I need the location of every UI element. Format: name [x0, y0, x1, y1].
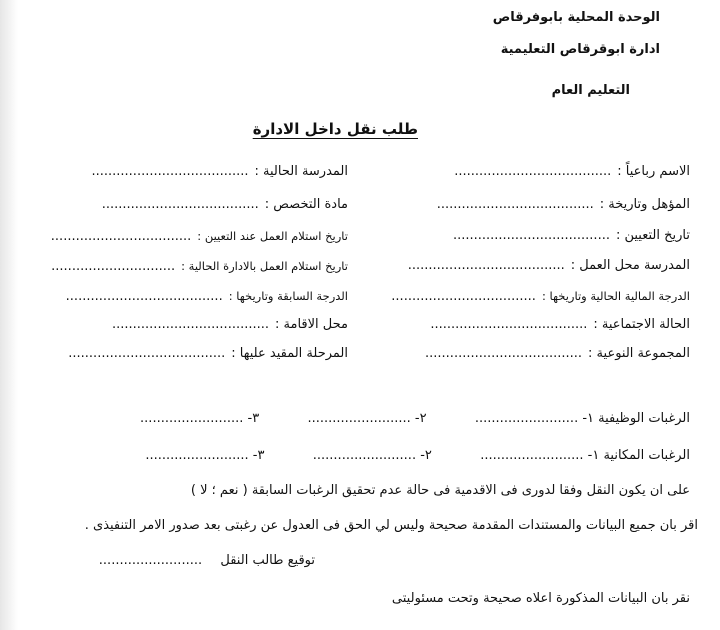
- job-wish-2-field[interactable]: .........................: [307, 411, 411, 426]
- right-field-row: [408, 257, 690, 275]
- right-field-row: [453, 227, 690, 245]
- left-field-input[interactable]: ......................................: [91, 164, 249, 179]
- right-field-label: الدرجة المالية الحالية وتاريخها :: [541, 289, 690, 303]
- job-wish-1-field[interactable]: .........................: [474, 411, 579, 426]
- right-field-row: [425, 345, 690, 363]
- left-field-row: [51, 257, 348, 276]
- left-field-input[interactable]: ......................................: [65, 289, 223, 304]
- right-field-input[interactable]: ......................................: [430, 317, 588, 332]
- place-wish-2-field[interactable]: .........................: [312, 448, 417, 463]
- job-wish-3-field[interactable]: .........................: [140, 411, 244, 426]
- left-field-input[interactable]: ......................................: [68, 346, 226, 361]
- right-field-input[interactable]: ......................................: [425, 346, 583, 361]
- left-field-label: المدرسة الحالية :: [254, 164, 348, 179]
- header-local-unit: الوحدة المحلية بابوفرقاص: [492, 10, 660, 25]
- form-title: طلب نقل داخل الادارة: [252, 120, 418, 138]
- left-field-row: [102, 196, 348, 214]
- left-field-input[interactable]: ......................................: [111, 317, 270, 332]
- right-field-input[interactable]: ......................................: [452, 228, 610, 243]
- place-wish-1-field[interactable]: .........................: [480, 448, 584, 463]
- left-field-row: [112, 316, 348, 334]
- place-wish-3-field[interactable]: .........................: [145, 448, 249, 463]
- left-field-row: [51, 227, 348, 246]
- seniority-statement: على ان يكون النقل وفقا لدورى فى الاقدمية فى حالة عدم تحقيق الرغبات السابقة ( نعم ؛ لا ): [190, 483, 690, 498]
- place-wish-2-number: ٢-: [420, 448, 432, 463]
- right-field-input[interactable]: ...................................: [391, 289, 536, 304]
- left-field-input[interactable]: ..............................: [51, 259, 176, 274]
- left-field-row: [68, 345, 348, 363]
- place-wish-3-number: ٣-: [252, 448, 265, 463]
- signature-field[interactable]: .........................: [98, 553, 203, 568]
- right-field-label: المدرسة محل العمل :: [570, 258, 690, 273]
- left-field-label: محل الاقامة :: [275, 317, 348, 332]
- right-field-label: تاريخ التعيين :: [615, 228, 690, 243]
- right-field-input[interactable]: ......................................: [407, 258, 565, 273]
- signature-row: [99, 552, 315, 570]
- right-field-label: الحالة الاجتماعية :: [593, 317, 690, 332]
- left-field-label: المرحلة المقيد عليها :: [231, 346, 348, 361]
- job-wish-2-number: ٢-: [414, 411, 427, 426]
- right-field-input[interactable]: ......................................: [454, 164, 612, 179]
- right-field-row: [430, 316, 690, 334]
- left-field-row: [66, 287, 348, 306]
- header-general-education: التعليم العام: [551, 83, 630, 98]
- place-wishes-row: [145, 447, 690, 465]
- left-field-label: الدرجة السابقة وتاريخها :: [228, 289, 348, 303]
- confirmation-statement: نقر بان البيانات المذكورة اعلاه صحيحة وتحت مسئوليتى: [391, 591, 690, 606]
- job-wish-3-number: ٣-: [247, 411, 260, 426]
- job-wishes-label: الرغبات الوظيفية ١-: [582, 411, 690, 426]
- left-field-label: مادة التخصص :: [264, 197, 348, 212]
- left-field-input[interactable]: ......................................: [101, 197, 259, 212]
- right-field-input[interactable]: ......................................: [436, 197, 594, 212]
- scan-edge-shadow: [0, 0, 18, 630]
- right-field-row: [391, 287, 690, 306]
- right-field-row: [437, 196, 690, 214]
- signature-label: توقيع طالب النقل: [220, 553, 315, 568]
- right-field-label: المؤهل وتاريخة :: [599, 197, 690, 212]
- job-wishes-row: [140, 410, 690, 428]
- right-field-label: الاسم رباعياً :: [617, 164, 690, 179]
- left-field-input[interactable]: ..................................: [50, 229, 192, 244]
- left-field-row: [91, 163, 348, 181]
- right-field-label: المجموعة النوعية :: [588, 346, 690, 361]
- left-field-label: تاريخ استلام العمل بالادارة الحالية :: [181, 259, 348, 273]
- declaration-statement: اقر بان جميع البيانات والمستندات المقدمة صحيحة وليس لي الحق فى العدول عن رغبتى بعد صدور الامر التنفيذى .: [84, 518, 698, 533]
- header-administration: ادارة ابوقرقاص التعليمية: [500, 42, 660, 57]
- place-wishes-label: الرغبات المكانية ١-: [587, 448, 690, 463]
- left-field-label: تاريخ استلام العمل عند التعيين :: [197, 229, 348, 243]
- right-field-row: [454, 163, 690, 181]
